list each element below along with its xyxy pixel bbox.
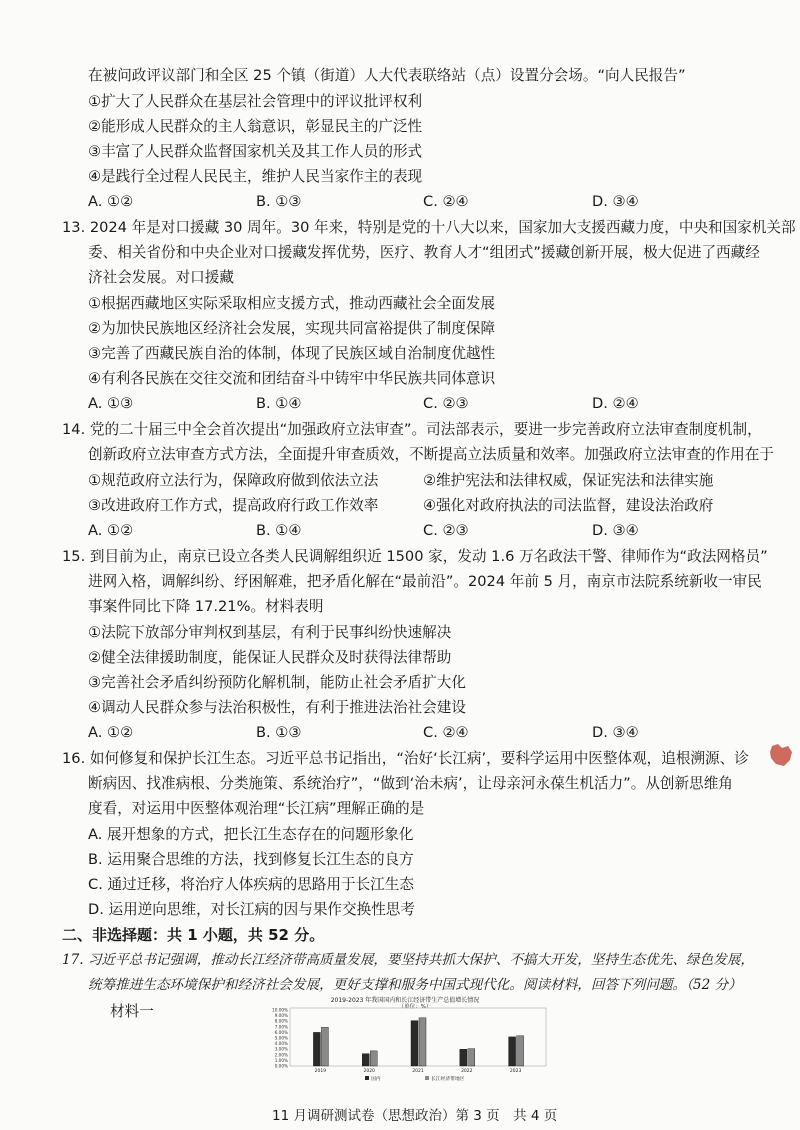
red-stamp-mark: [768, 740, 794, 768]
q15-item-4: ④调动人民群众参与法治积极性，有利于推进法治社会建设: [88, 699, 466, 716]
q13-option-d: D. ②④: [592, 395, 639, 412]
page-footer: 11 月调研测试卷（思想政治）第 3 页 共 4 页: [272, 1108, 558, 1124]
y-tick-label: 7.00%: [274, 1024, 288, 1030]
y-tick-label: 8.00%: [274, 1018, 288, 1024]
bar-yangtze-2023: [517, 1036, 524, 1066]
q13-item-4: ④有利各民族在交往交流和团结奋斗中铸牢中华民族共同体意识: [88, 370, 496, 387]
q13-line-3: 济社会发展。对口援藏: [88, 269, 234, 286]
q15-line-1: 15. 到目前为止，南京已设立各类人民调解组织近 1500 家，发动 1.6 万名政法干警、律师作为“政法网格员”: [62, 548, 768, 565]
y-tick-label: 10.00%: [272, 1007, 288, 1013]
section-heading-nonchoice: 二、非选择题：共 1 小题，共 52 分。: [62, 926, 325, 944]
bar-domestic-2021: [411, 1021, 418, 1066]
q16-option-c: C. 通过迁移，将治疗人体疾病的思路用于长江生态: [88, 876, 414, 893]
y-tick-label: 3.00%: [274, 1046, 288, 1052]
x-tick-label: 2022: [461, 1069, 473, 1074]
q13-item-3: ③完善了西藏民族自治的体制，体现了民族区域自治制度优越性: [88, 345, 496, 362]
q12-option-c: C. ②④: [423, 193, 469, 210]
bar-yangtze-2019: [321, 1027, 328, 1066]
y-tick-label: 2.00%: [274, 1052, 288, 1058]
q14-option-d: D. ③④: [592, 522, 639, 539]
q16-option-a: A. 展开想象的方式，把长江生态存在的问题形象化: [88, 826, 414, 843]
chart-title: 2019-2023 年我国国内和长江经济带生产总值增长情况: [330, 997, 480, 1004]
bar-domestic-2023: [509, 1037, 516, 1066]
q12-item-3: ③丰富了人民群众监督国家机关及其工作人员的形式: [88, 143, 423, 160]
bar-domestic-2022: [460, 1049, 467, 1066]
q14-option-b: B. ①④: [256, 522, 302, 539]
q16-option-b: B. 运用聚合思维的方法，找到修复长江生态的良方: [88, 851, 414, 868]
y-tick-label: 4.00%: [274, 1041, 288, 1047]
q14-line-2: 创新政府立法审查方式方法，全面提升审查质效，不断提高立法质量和效率。加强政府立法审查的作用在于: [88, 446, 774, 463]
q13-item-1: ①根据西藏地区实际采取相应支援方式，推动西藏社会全面发展: [88, 295, 496, 312]
x-tick-label: 2023: [509, 1069, 522, 1074]
legend-swatch: [425, 1076, 429, 1080]
x-tick-label: 2020: [363, 1069, 375, 1074]
q14-item-2: ②维护宪法和法律权威，保证宪法和法律实施: [423, 472, 714, 489]
q15-option-c: C. ②④: [423, 724, 469, 741]
q13-option-b: B. ①④: [256, 395, 302, 412]
q13-line-1: 13. 2024 年是对口援藏 30 周年。30 年来，特别是党的十八大以来，国家加大支援西藏力度，中央和国家机关部: [62, 219, 796, 236]
x-tick-label: 2019: [314, 1069, 327, 1074]
q12-item-4: ④是践行全过程人民民主，维护人民当家作主的表现: [88, 168, 423, 185]
y-tick-label: 1.00%: [274, 1057, 288, 1063]
q16-option-d: D. 运用逆向思维，对长江病的因与果作交换性思考: [88, 901, 415, 918]
q15-line-3: 事案件同比下降 17.21%。材料表明: [88, 598, 324, 615]
q12-option-d: D. ③④: [592, 193, 639, 210]
q14-item-1: ①规范政府立法行为，保障政府做到依法立法: [88, 472, 379, 489]
y-tick-label: 6.00%: [274, 1029, 288, 1035]
q12-intro-line: 在被问政评议部门和全区 25 个镇（街道）人大代表联络站（点）设置分会场。“向人民报告”: [88, 67, 686, 84]
bar-domestic-2019: [313, 1032, 320, 1066]
legend-label: 国内: [371, 1076, 381, 1082]
q15-option-b: B. ①③: [256, 724, 302, 741]
legend-swatch: [365, 1076, 369, 1080]
q17-line-1: 17. 习近平总书记强调，推动长江经济带高质量发展，要坚持共抓大保护、不搞大开发，坚持生态优先、绿色发展，: [62, 952, 755, 968]
q15-item-2: ②健全法律援助制度，能保证人民群众及时获得法律帮助: [88, 649, 452, 666]
q15-item-1: ①法院下放部分审判权到基层，有利于民事纠纷快速解决: [88, 624, 452, 641]
q13-option-c: C. ②③: [423, 395, 469, 412]
bar-domestic-2020: [362, 1054, 369, 1066]
bar-yangtze-2020: [370, 1051, 377, 1066]
q13-option-a: A. ①③: [88, 395, 134, 412]
chart-unit: （单位：%）: [398, 1004, 432, 1010]
q12-item-2: ②能形成人民群众的主人翁意识，彰显民主的广泛性: [88, 118, 423, 135]
material-one-label: 材料一: [110, 1003, 154, 1020]
x-tick-label: 2021: [412, 1069, 424, 1074]
y-tick-label: 5.00%: [274, 1035, 288, 1041]
gdp-growth-bar-chart: [240, 996, 570, 1082]
bar-yangtze-2021: [419, 1018, 426, 1066]
q15-item-3: ③完善社会矛盾纠纷预防化解机制，能防止社会矛盾扩大化: [88, 674, 466, 691]
q15-line-2: 进网入格，调解纠纷、纾困解难，把矛盾化解在“最前沿”。2024 年前 5 月，南京市法院系统新收一审民: [88, 573, 762, 590]
q12-item-1: ①扩大了人民群众在基层社会管理中的评议批评权利: [88, 93, 423, 110]
q15-option-d: D. ③④: [592, 724, 639, 741]
q12-option-a: A. ①②: [88, 193, 134, 210]
q12-option-b: B. ①③: [256, 193, 302, 210]
q13-line-2: 委、相关省份和中央企业对口援藏发挥优势，医疗、教育人才“组团式”援藏创新开展，极大促进了西藏经: [88, 244, 760, 261]
y-tick-label: 9.00%: [274, 1013, 288, 1019]
q15-option-a: A. ①②: [88, 724, 134, 741]
q14-line-1: 14. 党的二十届三中全会首次提出“加强政府立法审查”。司法部表示，要进一步完善政府立法审查制度机制，: [62, 421, 762, 438]
q13-item-2: ②为加快民族地区经济社会发展，实现共同富裕提供了制度保障: [88, 320, 496, 337]
q14-item-4: ④强化对政府执法的司法监督，建设法治政府: [423, 497, 714, 514]
bar-yangtze-2022: [468, 1049, 475, 1066]
q14-option-c: C. ②③: [423, 522, 469, 539]
q16-line-2: 断病因、找准病根、分类施策、系统治疗”，“做到‘治未病’，让母亲河永葆生机活力”。从创新思维角: [88, 775, 733, 792]
q14-item-3: ③改进政府工作方式，提高政府行政工作效率: [88, 497, 379, 514]
q14-option-a: A. ①②: [88, 522, 134, 539]
q16-line-1: 16. 如何修复和保护长江生态。习近平总书记指出，“治好‘长江病’，要科学运用中医整体观，追根溯源、诊: [62, 750, 749, 767]
q16-line-3: 度看，对运用中医整体观治理“长江病”理解正确的是: [88, 800, 425, 817]
y-tick-label: 0.00%: [274, 1063, 288, 1069]
q17-line-2: 统筹推进生态环境保护和经济社会发展，更好支撑和服务中国式现代化。阅读材料，回答下列问题。（52 分）: [88, 977, 742, 993]
legend-label: 长江经济带地区: [431, 1076, 465, 1082]
